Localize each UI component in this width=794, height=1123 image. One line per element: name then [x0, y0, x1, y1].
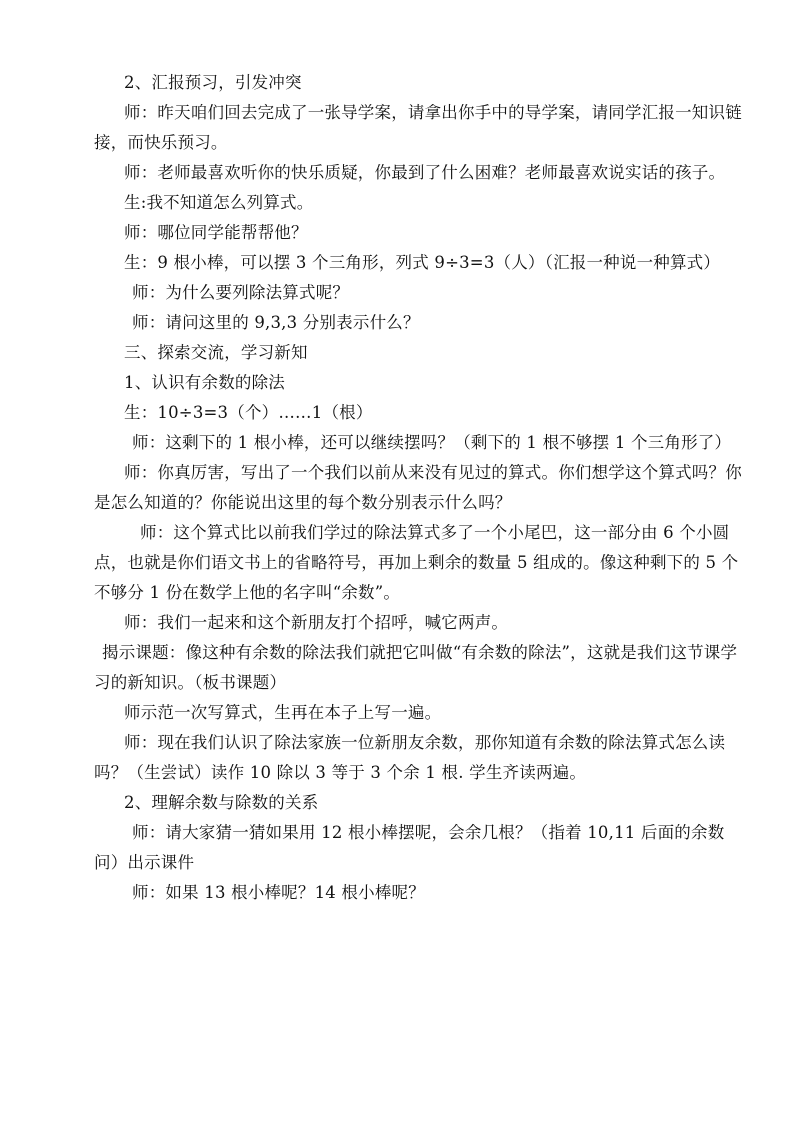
paragraph: 师：请大家猜一猜如果用 12 根小棒摆呢，会余几根？（指着 10,11 后面的余数问）出示课件	[94, 823, 725, 872]
section-heading: 2、汇报预习，引发冲突	[124, 73, 302, 92]
paragraph: 生：10÷3=3（个）……1（根）	[124, 403, 373, 422]
paragraph: 师示范一次写算式，生再在本子上写一遍。	[124, 703, 442, 722]
paragraph: 生：9 根小棒，可以摆 3 个三角形，列式 9÷3=3（人）（汇报一种说一种算式）	[124, 253, 721, 272]
paragraph: 揭示课题：像这种有余数的除法我们就把它叫做“有余数的除法”，这就是我们这节课学习的新知识。（板书课题）	[94, 643, 738, 692]
paragraph: 师：如果 13 根小棒呢？14 根小棒呢？	[132, 883, 425, 902]
paragraph: 生:我不知道怎么列算式。	[124, 193, 314, 212]
paragraph: 师：请问这里的 9,3,3 分别表示什么？	[132, 313, 420, 332]
paragraph: 师：现在我们认识了除法家族一位新朋友余数，那你知道有余数的除法算式怎么读吗？（生尝试）读作 10 除以 3 等于 3 个余 1 根. 学生齐读两遍。	[94, 733, 726, 782]
paragraph: 师：你真厉害，写出了一个我们以前从来没有见过的算式。你们想学这个算式吗？你是怎么知道的？你能说出这里的每个数分别表示什么吗？	[94, 463, 742, 512]
paragraph: 师：老师最喜欢听你的快乐质疑，你最到了什么困难？老师最喜欢说实话的孩子。	[124, 163, 726, 182]
document-body	[94, 68, 744, 908]
paragraph: 师：为什么要列除法算式呢？	[132, 283, 350, 302]
paragraph: 师：这个算式比以前我们学过的除法算式多了一个小尾巴，这一部分由 6 个小圆点，也就是你们语文书上的省略符号，再加上剩余的数量 5 组成的。像这种剩下的 5 个不够分 1 份在数学上他的名字叫“余数”。	[94, 523, 739, 602]
paragraph: 师：哪位同学能帮帮他？	[124, 223, 308, 242]
section-heading: 1、认识有余数的除法	[124, 373, 285, 392]
paragraph: 师：这剩下的 1 根小棒，还可以继续摆吗？（剩下的 1 根不够摆 1 个三角形了）	[132, 433, 732, 452]
section-heading: 2、理解余数与除数的关系	[124, 793, 319, 812]
paragraph: 师：我们一起来和这个新朋友打个招呼，喊它两声。	[124, 613, 509, 632]
paragraph: 师：昨天咱们回去完成了一张导学案，请拿出你手中的导学案，请同学汇报一知识链接，而快乐预习。	[94, 103, 742, 152]
section-heading: 三、探索交流，学习新知	[124, 343, 308, 362]
